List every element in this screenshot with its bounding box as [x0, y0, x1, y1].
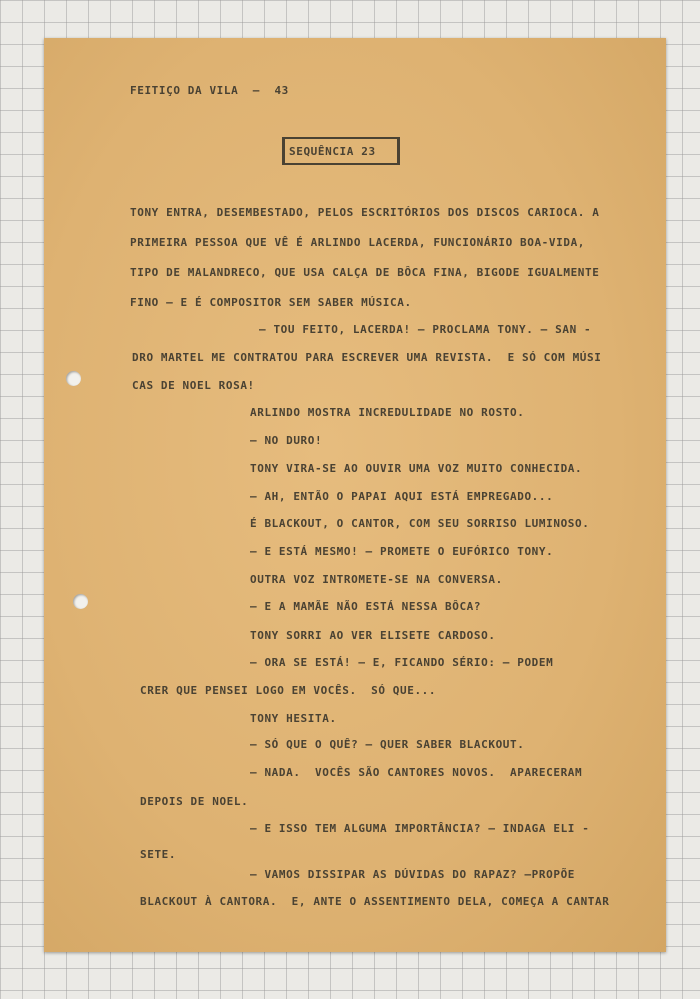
text-line: OUTRA VOZ INTROMETE-SE NA CONVERSA. [250, 573, 503, 586]
text-line: DEPOIS DE NOEL. [140, 795, 249, 808]
text-line: — SÓ QUE O QUÊ? — QUER SABER BLACKOUT. [250, 738, 525, 751]
text-line: BLACKOUT À CANTORA. E, ANTE O ASSENTIMENTO DELA, COMEÇA A CANTAR [140, 895, 610, 908]
text-line: DRO MARTEL ME CONTRATOU PARA ESCREVER UMA REVISTA. E SÓ COM MÚSI [132, 351, 602, 364]
sequence-title: SEQUÊNCIA 23 [289, 145, 376, 158]
text-line: — E ISSO TEM ALGUMA IMPORTÂNCIA? — INDAGA ELI - [250, 822, 590, 835]
text-line: SETE. [140, 848, 177, 861]
text-line: — TOU FEITO, LACERDA! — PROCLAMA TONY. — SAN - [259, 323, 592, 336]
text-line: CAS DE NOEL ROSA! [132, 379, 255, 392]
text-line: FINO — E É COMPOSITOR SEM SABER MÚSICA. [130, 296, 412, 309]
text-line: — VAMOS DISSIPAR AS DÚVIDAS DO RAPAZ? —PROPÕE [250, 868, 576, 881]
text-line: — NO DURO! [250, 434, 323, 447]
text-line: — E ESTÁ MESMO! — PROMETE O EUFÓRICO TONY. [250, 545, 554, 558]
text-line: CRER QUE PENSEI LOGO EM VOCÊS. SÓ QUE... [140, 684, 437, 697]
text-line: PRIMEIRA PESSOA QUE VÊ É ARLINDO LACERDA, FUNCIONÁRIO BOA-VIDA, [130, 236, 586, 249]
text-line: TONY SORRI AO VER ELISETE CARDOSO. [250, 629, 496, 642]
punch-hole-lower [73, 594, 88, 609]
text-line: TONY VIRA-SE AO OUVIR UMA VOZ MUITO CONHECIDA. [250, 462, 583, 475]
text-line: É BLACKOUT, O CANTOR, COM SEU SORRISO LUMINOSO. [250, 517, 590, 530]
punch-hole-upper [66, 371, 81, 386]
page-header: FEITIÇO DA VILA — 43 [130, 84, 289, 97]
typewritten-page [44, 38, 666, 952]
text-line: TONY HESITA. [250, 712, 337, 725]
text-line: — ORA SE ESTÁ! — E, FICANDO SÉRIO: — PODEM [250, 656, 554, 669]
text-line: TONY ENTRA, DESEMBESTADO, PELOS ESCRITÓRIOS DOS DISCOS CARIOCA. A [130, 206, 600, 219]
text-line: — E A MAMÃE NÃO ESTÁ NESSA BÔCA? [250, 600, 482, 613]
text-line: — AH, ENTÃO O PAPAI AQUI ESTÁ EMPREGADO... [250, 490, 554, 503]
text-line: — NADA. VOCÊS SÃO CANTORES NOVOS. APARECERAM [250, 766, 583, 779]
text-line: TIPO DE MALANDRECO, QUE USA CALÇA DE BÔCA FINA, BIGODE IGUALMENTE [130, 266, 600, 279]
text-line: ARLINDO MOSTRA INCREDULIDADE NO ROSTO. [250, 406, 525, 419]
